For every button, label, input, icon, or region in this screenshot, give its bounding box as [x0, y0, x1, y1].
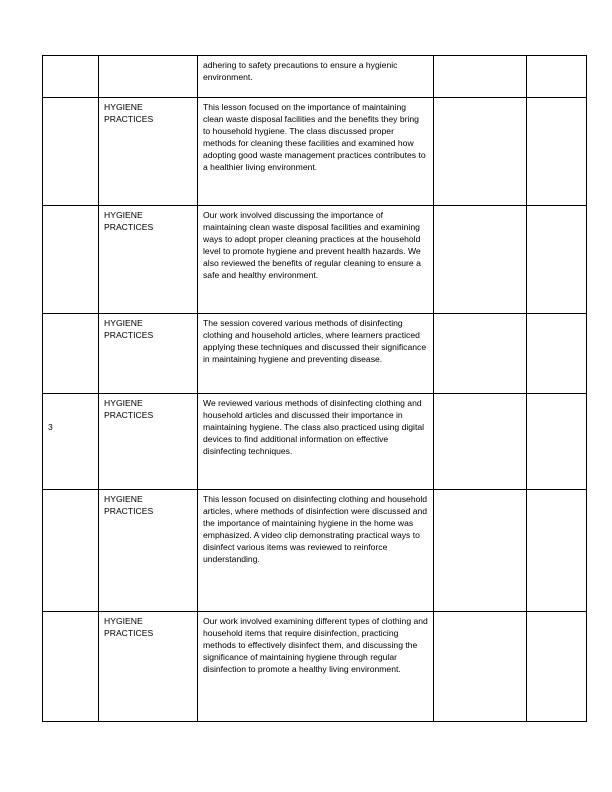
empty-cell — [434, 490, 527, 612]
table-row — [43, 612, 587, 722]
empty-cell — [527, 206, 587, 314]
week-cell — [43, 612, 99, 722]
strand-cell: HYGIENE PRACTICES — [99, 490, 198, 612]
strand-cell: HYGIENE PRACTICES — [99, 394, 198, 490]
empty-cell — [527, 490, 587, 612]
strand-cell — [99, 56, 198, 98]
lesson-summary-cell: The session covered various methods of disinfecting clothing and household articles, where learners practiced applying these techniques and discussed their significance in maintaining hygiene and preventing disease. — [198, 314, 434, 394]
empty-cell — [527, 612, 587, 722]
table-row — [43, 206, 587, 314]
table-row — [43, 56, 587, 98]
table-row — [43, 490, 587, 612]
week-cell — [43, 98, 99, 206]
empty-cell — [434, 612, 527, 722]
empty-cell — [434, 206, 527, 314]
empty-cell — [527, 394, 587, 490]
week-cell: 3 — [43, 394, 99, 490]
strand-cell: HYGIENE PRACTICES — [99, 206, 198, 314]
empty-cell — [434, 98, 527, 206]
empty-cell — [527, 314, 587, 394]
empty-cell — [527, 56, 587, 98]
lesson-table — [42, 55, 587, 722]
empty-cell — [527, 98, 587, 206]
week-cell — [43, 490, 99, 612]
table-row — [43, 394, 587, 490]
lesson-summary-cell: Our work involved examining different types of clothing and household items that require disinfection, practicing methods to effectively disinfect them, and discussing the significance of maintaining hygiene through regular disinfection to promote a healthy living environment. — [198, 612, 434, 722]
strand-cell: HYGIENE PRACTICES — [99, 612, 198, 722]
table-row — [43, 314, 587, 394]
strand-cell: HYGIENE PRACTICES — [99, 98, 198, 206]
lesson-summary-cell: adhering to safety precautions to ensure a hygienic environment. — [198, 56, 434, 98]
lesson-summary-cell: Our work involved discussing the importance of maintaining clean waste disposal facilities and examining ways to adopt proper cleaning practices at the household level to promote hygiene and prevent health hazards. We also reviewed the benefits of regular cleaning to ensure a safe and healthy environment. — [198, 206, 434, 314]
lesson-summary-cell: This lesson focused on disinfecting clothing and household articles, where methods of disinfection were discussed and the importance of maintaining hygiene in the home was emphasized. A video clip demonstrating practical ways to disinfect various items was reviewed to reinforce understanding. — [198, 490, 434, 612]
empty-cell — [434, 56, 527, 98]
lesson-summary-cell: This lesson focused on the importance of maintaining clean waste disposal facilities and the benefits they bring to household hygiene. The class discussed proper methods for cleaning these facilities and examined how adopting good waste management practices contributes to a healthier living environment. — [198, 98, 434, 206]
strand-cell: HYGIENE PRACTICES — [99, 314, 198, 394]
lesson-summary-cell: We reviewed various methods of disinfecting clothing and household articles and discussed their importance in maintaining hygiene. The class also practiced using digital devices to find additional information on effective disinfecting techniques. — [198, 394, 434, 490]
week-cell — [43, 206, 99, 314]
week-cell — [43, 314, 99, 394]
table-row — [43, 98, 587, 206]
empty-cell — [434, 314, 527, 394]
week-cell — [43, 56, 99, 98]
empty-cell — [434, 394, 527, 490]
